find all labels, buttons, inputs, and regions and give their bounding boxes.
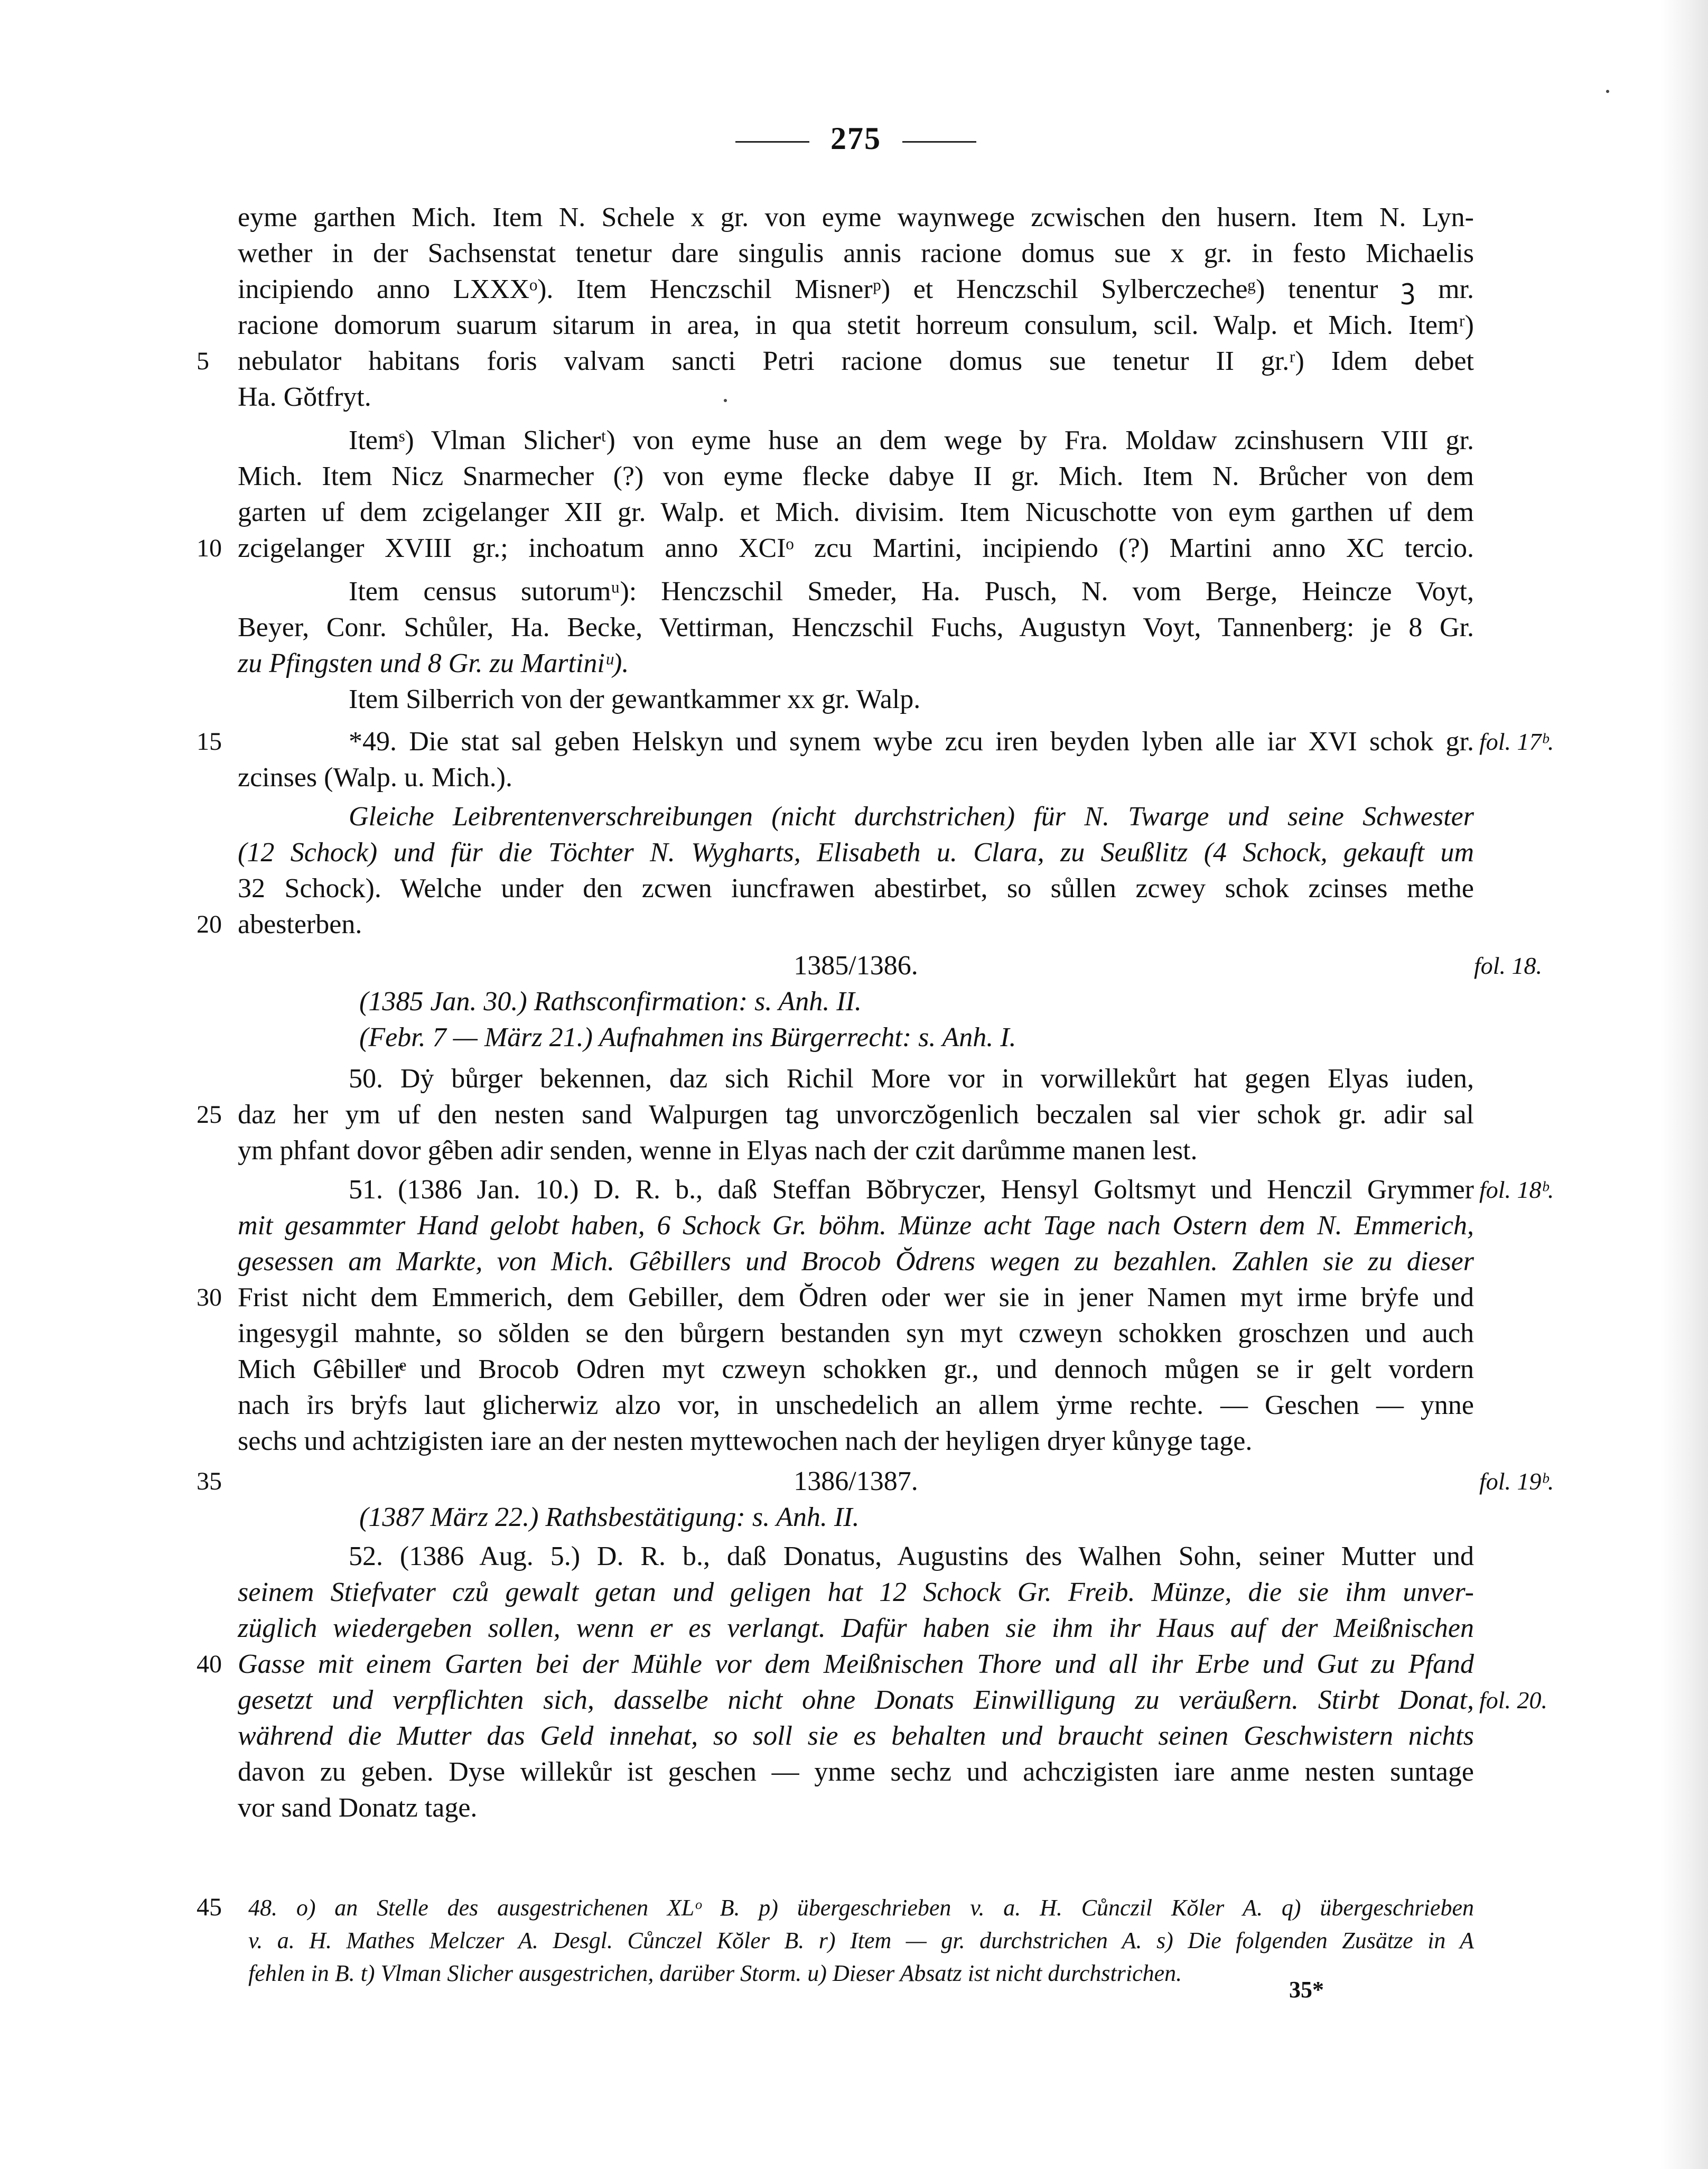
- text-line: sechs und achtzigisten iare an der nesten myttewochen nach der heyligen dryer kůnyge tage.: [238, 1426, 1253, 1456]
- text-line: mit gesammter Hand gelobt haben, 6 Schock Gr. böhm. Münze acht Tage nach Ostern dem N. Emmerich,: [238, 1211, 1474, 1241]
- text-line: 32 Schock). Welche under den zcwen iuncfrawen abestirbet, so sůllen zcwey schok zcinses methe: [238, 873, 1474, 904]
- text-line: 50. Dẏ bůrger bekennen, daz sich Richil More vor in vorwillekůrt hat gegen Elyas iuden,: [349, 1064, 1474, 1094]
- line-number: 40: [197, 1650, 222, 1678]
- text-line: Gasse mit einem Garten bei der Mühle vor dem Meißnischen Thore und all ihr Erbe und Gut zu Pfand: [238, 1649, 1474, 1679]
- line-number: 30: [197, 1283, 222, 1311]
- header-rule-right: [902, 141, 976, 143]
- year-heading: 1386/1387.: [794, 1466, 918, 1496]
- line-number: 45: [197, 1893, 222, 1921]
- signature-mark: 35*: [1289, 1977, 1324, 2003]
- scan-edge-shading: [1660, 0, 1708, 2169]
- line-number: 15: [197, 728, 222, 756]
- text-line: abesterben.: [238, 909, 362, 939]
- line-number: 35: [197, 1467, 222, 1495]
- text-line: Item Silberrich von der gewantkammer xx gr. Walp.: [349, 684, 921, 714]
- text-line: Mich. Item Nicz Snarmecher (?) von eyme flecke dabye II gr. Mich. Item N. Brůcher von dem: [238, 461, 1474, 491]
- text-line: (Febr. 7 — März 21.) Aufnahmen ins Bürgerrecht: s. Anh. I.: [359, 1022, 1016, 1053]
- year-heading: 1385/1386.: [794, 951, 918, 981]
- text-line: gesetzt und verpflichten sich, dasselbe nicht ohne Donats Einwilligung zu veräußern. Stirbt Donat,: [238, 1685, 1474, 1715]
- text-line: wether in der Sachsenstat tenetur dare singulis annis racione domus sue x gr. in festo Michaelis: [238, 238, 1474, 268]
- text-line: eyme garthen Mich. Item N. Schele x gr. von eyme waynwege zcwischen den husern. Item N. Lyn-: [238, 202, 1474, 232]
- folio-note: fol. 20.: [1479, 1687, 1548, 1714]
- text-line: Gleiche Leibrentenverschreibungen (nicht durchstrichen) für N. Twarge und seine Schwester: [349, 802, 1474, 832]
- folio-note: fol. 18ᵇ.: [1479, 1176, 1554, 1203]
- text-line: seinem Stiefvater czů gewalt getan und geligen hat 12 Schock Gr. Freib. Münze, die sie ihm unver-: [238, 1577, 1474, 1607]
- folio-note: fol. 17ᵇ.: [1479, 728, 1554, 755]
- text-line: zu Pfingsten und 8 Gr. zu Martiniᵘ).: [238, 648, 629, 678]
- text-line: Item census sutorumᵘ): Henczschil Smeder, Ha. Pusch, N. vom Berge, Heincze Voyt,: [349, 576, 1474, 607]
- text-line: gesessen am Markte, von Mich. Gêbillers und Brocob Ŏdrens wegen zu bezahlen. Zahlen sie zu dieser: [238, 1246, 1474, 1277]
- text-line: daz her ym uf den nesten sand Walpurgen tag unvorczŏgenlich beczalen sal vier schok gr. adir sal: [238, 1100, 1474, 1130]
- line-number: 10: [197, 534, 222, 562]
- stray-dot: [1606, 90, 1609, 93]
- text-line: racione domorum suarum sitarum in area, in qua stetit horreum consulum, scil. Walp. et Mich. Itemʳ): [238, 310, 1474, 340]
- text-line: (1387 März 22.) Rathsbestätigung: s. Anh. II.: [359, 1502, 860, 1532]
- text-line: Beyer, Conr. Schůler, Ha. Becke, Vettirman, Henczschil Fuchs, Augustyn Voyt, Tannenberg: je 8 Gr.: [238, 612, 1474, 643]
- line-number: 25: [197, 1101, 222, 1129]
- text-line: Mich Gêbillerͤ und Brocob Odren myt czweyn schokken gr., und dennoch můgen se ir gelt vordern: [238, 1354, 1474, 1384]
- text-line: (12 Schock) und für die Töchter N. Wygharts, Elisabeth u. Clara, zu Seußlitz (4 Schock, gekauft um: [238, 837, 1474, 868]
- text-line: *49. Die stat sal geben Helskyn und synem wybe zcu iren beyden lyben alle iar XVI schok gr.: [349, 727, 1474, 757]
- text-line: 51. (1386 Jan. 10.) D. R. b., daß Steffan Bŏbryczer, Hensyl Goltsmyt und Henczil Grymmer: [349, 1175, 1474, 1205]
- text-line: davon zu geben. Dyse willekůr ist geschen — ynme sechz und achczigisten iare anme nesten suntage: [238, 1757, 1474, 1787]
- text-line: Frist nicht dem Emmerich, dem Gebiller, dem Ŏdren oder wer sie in jener Namen myt irme brẏfe und: [238, 1282, 1474, 1312]
- text-line: (1385 Jan. 30.) Rathsconfirmation: s. Anh. II.: [359, 986, 862, 1017]
- text-line: 52. (1386 Aug. 5.) D. R. b., daß Donatus, Augustins des Walhen Sohn, seiner Mutter und: [349, 1541, 1474, 1571]
- text-line: vor sand Donatz tage.: [238, 1793, 478, 1823]
- footnote-line: fehlen in B. t) Vlman Slicher ausgestrichen, darüber Storm. u) Dieser Absatz ist nicht durchstrichen.: [248, 1960, 1182, 1986]
- page-number-text: 275: [830, 121, 881, 156]
- text-line: Itemˢ) Vlman Slicherᵗ) von eyme huse an dem wege by Fra. Moldaw zcinshusern VIII gr.: [349, 425, 1474, 455]
- text-line: züglich wiedergeben sollen, wenn er es verlangt. Dafür haben sie ihm ihr Haus auf der Meißnischen: [238, 1613, 1474, 1643]
- folio-note: fol. 18.: [1474, 952, 1543, 979]
- stray-dot: [724, 399, 727, 402]
- text-line: incipiendo anno LXXXᵒ). Item Henczschil Misnerᵖ) et Henczschil Sylberczecheᵍ) tenentur ꝫ mr.: [238, 274, 1474, 304]
- text-line: Ha. Gŏtfryt.: [238, 382, 371, 412]
- text-line: zcigelanger XVIII gr.; inchoatum anno XCIᵒ zcu Martini, incipiendo (?) Martini anno XC tercio.: [238, 533, 1474, 563]
- text-line: garten uf dem zcigelanger XII gr. Walp. et Mich. divisim. Item Nicuschotte von eym garthen uf dem: [238, 497, 1474, 527]
- footnote-line: 48. o) an Stelle des ausgestrichenen XLᵒ B. p) übergeschrieben v. a. H. Cůnczil Kŏler A. q) übergeschrieben: [248, 1895, 1474, 1921]
- text-line: während die Mutter das Geld innehat, so soll sie es behalten und braucht seinen Geschwistern nichts: [238, 1721, 1474, 1751]
- text-line: nach ỉrs brẏfs laut glicherwiz alzo vor, in unschedelich an allem ẏrme rechte. — Geschen — ynne: [238, 1390, 1474, 1420]
- footnote-line: v. a. H. Mathes Melczer A. Desgl. Cůnczel Kŏler B. r) Item — gr. durchstrichen A. s) Die folgenden Zusätze in A: [248, 1928, 1474, 1953]
- folio-note: fol. 19ᵇ.: [1479, 1468, 1554, 1495]
- text-line: ingesygil mahnte, so sŏlden se den bůrgern bestanden syn myt czweyn schokken groschzen und auch: [238, 1318, 1474, 1348]
- line-number: 20: [197, 910, 222, 938]
- page-number: [708, 120, 1004, 157]
- text-line: ym phfant dovor gêben adir senden, wenne in Elyas nach der czit darůmme manen lest.: [238, 1135, 1198, 1166]
- line-number: 5: [197, 347, 209, 375]
- text-line: nebulator habitans foris valvam sancti Petri racione domus sue tenetur II gr.ʳ) Idem debet: [238, 346, 1474, 376]
- text-line: zcinses (Walp. u. Mich.).: [238, 762, 512, 793]
- header-rule-left: [735, 141, 809, 143]
